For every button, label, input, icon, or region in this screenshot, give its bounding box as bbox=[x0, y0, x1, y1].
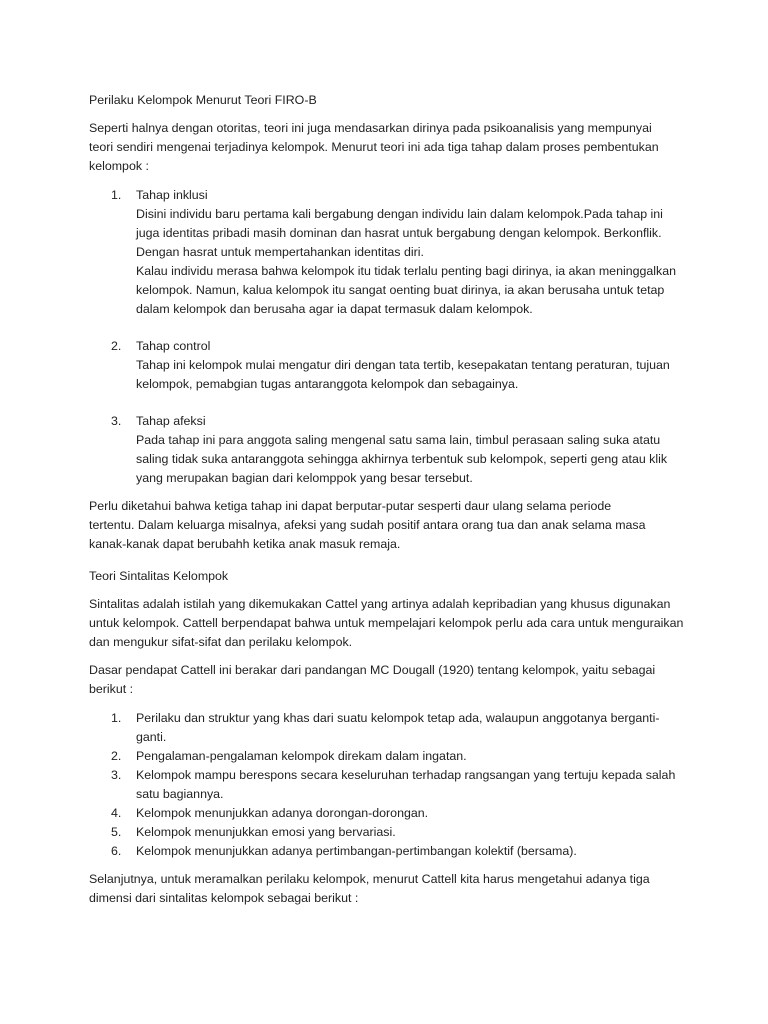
list-number: 5. bbox=[111, 825, 122, 839]
list-item bbox=[89, 804, 689, 823]
list-item bbox=[89, 842, 689, 861]
stage-title: Tahap afeksi bbox=[136, 414, 206, 428]
list-item-text: Kelompok menunjukkan emosi yang bervariasi. bbox=[136, 825, 396, 839]
list-item bbox=[89, 823, 689, 842]
body-paragraph: Sintalitas adalah istilah yang dikemukakan Cattel yang artinya adalah kepribadian yang khusus digunakan untuk kelompok. Cattell berpendapat bahwa untuk mempelajari kelompok perlu ada cara untuk menguraikan dan mengukur sifat-sifat dan perilaku kelompok. bbox=[89, 597, 684, 649]
stage-text: Tahap ini kelompok mulai mengatur diri dengan tata tertib, kesepakatan tentang peraturan, tujuan kelompok, pemabgian tugas antaranggota kelompok dan sebagainya. bbox=[136, 358, 670, 391]
list-number: 3. bbox=[111, 768, 122, 782]
list-number: 3. bbox=[111, 414, 122, 428]
list-item-text: Kelompok mampu berespons secara keseluruhan terhadap rangsangan yang tertuju kepada salah satu bagiannya. bbox=[136, 768, 676, 801]
body-paragraph: Dasar pendapat Cattell ini berakar dari pandangan MC Dougall (1920) tentang kelompok, yaitu sebagai berikut : bbox=[89, 663, 656, 696]
stages-list bbox=[89, 186, 689, 488]
stage-item bbox=[89, 186, 689, 319]
stage-text: Pada tahap ini para anggota saling mengenal satu sama lain, timbul perasaan saling suka atatu saling tidak suka antaranggota sehingga akhirnya terbentuk sub kelompok, seperti geng atau klik yang merupakan bagian dari kelomppok yang besar tersebut. bbox=[136, 433, 668, 485]
stage-text: Disini individu baru pertama kali bergabung dengan individu lain dalam kelompok.Pada tahap ini juga identitas pribadi masih dominan dan hasrat untuk bergabung dengan kelompok. Berkonflik. Dengan hasrat untuk mempertahankan identitas diri. bbox=[136, 207, 663, 259]
list-item-text: Perilaku dan struktur yang khas dari suatu kelompok tetap ada, walaupun anggotanya berganti-ganti. bbox=[136, 711, 660, 744]
stage-item bbox=[89, 337, 689, 394]
document-title: Perilaku Kelompok Menurut Teori FIRO-B bbox=[89, 93, 317, 107]
list-number: 4. bbox=[111, 806, 122, 820]
section-heading: Teori Sintalitas Kelompok bbox=[89, 569, 229, 583]
list-number: 2. bbox=[111, 339, 122, 353]
list-item-text: Kelompok menunjukkan adanya dorongan-dorongan. bbox=[136, 806, 429, 820]
list-item-text: Kelompok menunjukkan adanya pertimbangan-pertimbangan kolektif (bersama). bbox=[136, 844, 577, 858]
list-number: 1. bbox=[111, 711, 122, 725]
list-item bbox=[89, 709, 689, 747]
stage-text: Kalau individu merasa bahwa kelompok itu tidak terlalu penting bagi dirinya, ia akan meninggalkan kelompok. Namun, kalua kelompok itu sangat oenting buat dirinya, ia akan berusaha untuk tetap dalam kelompok dan berusaha agar ia dapat termasuk dalam kelompok. bbox=[136, 264, 677, 316]
stage-title: Tahap inklusi bbox=[136, 188, 208, 202]
stage-title: Tahap control bbox=[136, 339, 211, 353]
list-number: 6. bbox=[111, 844, 122, 858]
stage-item bbox=[89, 412, 689, 488]
list-number: 2. bbox=[111, 749, 122, 763]
list-item bbox=[89, 747, 689, 766]
body-paragraph: Perlu diketahui bahwa ketiga tahap ini dapat berputar-putar sesperti daur ulang selama periode tertentu. Dalam keluarga misalnya, afeksi yang sudah positif antara orang tua dan anak selama masa kanak-kanak dapat berubahh ketika anak masuk remaja. bbox=[89, 499, 646, 551]
points-list bbox=[89, 709, 689, 861]
intro-paragraph: Seperti halnya dengan otoritas, teori ini juga mendasarkan dirinya pada psikoanalisis yang mempunyai teori sendiri mengenai terjadinya kelompok. Menurut teori ini ada tiga tahap dalam proses pembentukan kelompok : bbox=[89, 121, 659, 173]
list-number: 1. bbox=[111, 188, 122, 202]
list-item bbox=[89, 766, 689, 804]
body-paragraph: Selanjutnya, untuk meramalkan perilaku kelompok, menurut Cattell kita harus mengetahui adanya tiga dimensi dari sintalitas kelompok sebagai berikut : bbox=[89, 872, 650, 905]
list-item-text: Pengalaman-pengalaman kelompok direkam dalam ingatan. bbox=[136, 749, 467, 763]
